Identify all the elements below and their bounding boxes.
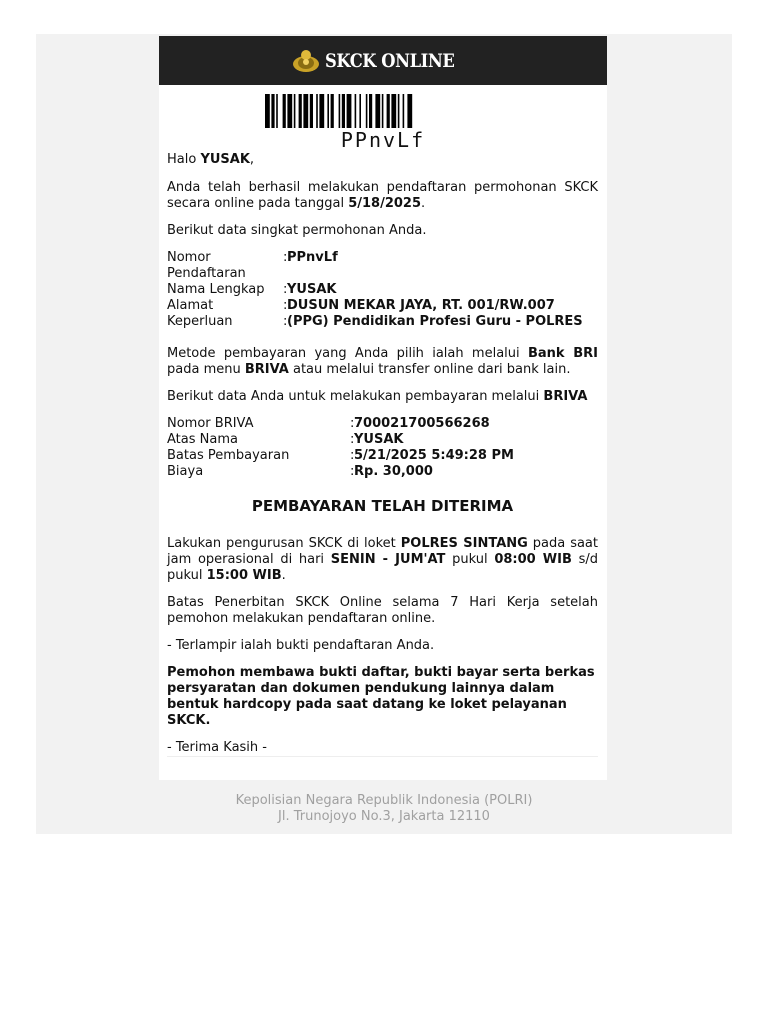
row-label: Atas Nama bbox=[167, 432, 238, 447]
briva-menu: BRIVA bbox=[244, 362, 289, 377]
application-row: Nama Lengkap : YUSAK bbox=[167, 282, 337, 297]
briva-intro: Berikut data Anda untuk melakukan pembayaran melalui BRIVA bbox=[167, 389, 588, 404]
intro-paragraph: Anda telah berhasil melakukan pendaftaran permohonan SKCK secara online pada tanggal 5/18/2025. bbox=[167, 180, 598, 211]
email-header bbox=[159, 36, 607, 85]
skck-logo bbox=[291, 48, 476, 74]
operating-days: SENIN - JUM'AT bbox=[330, 552, 446, 567]
footer-address: Jl. Trunojoyo No.3, Jakarta 12110 bbox=[278, 809, 490, 824]
row-label: Nomor BRIVA bbox=[167, 416, 254, 431]
payment-method-paragraph: Metode pembayaran yang Anda pilih ialah melalui Bank BRI pada menu BRIVA atau melalui transfer online dari bank lain. bbox=[167, 346, 598, 377]
row-value: YUSAK bbox=[354, 432, 404, 447]
office-name: POLRES SINTANG bbox=[400, 536, 528, 551]
registration-code: PPnvLf bbox=[340, 128, 426, 152]
footer-organization: Kepolisian Negara Republik Indonesia (POLRI) bbox=[235, 793, 533, 808]
payment-row: Nomor BRIVA : 700021700566268 bbox=[167, 416, 490, 431]
briva-label: BRIVA bbox=[543, 389, 588, 404]
close-time: 15:00 WIB bbox=[206, 568, 282, 583]
bring-documents-note: Pemohon membawa bukti daftar, bukti bayar serta berkas persyaratan dan dokumen pendukung lainnya dalam bentuk hardcopy pada saat datang ke loket pelayanan SKCK. bbox=[167, 665, 595, 728]
logo-text: SKCK ONLINE bbox=[324, 49, 455, 72]
email-footer bbox=[0, 793, 768, 825]
row-value: YUSAK bbox=[287, 282, 337, 297]
divider bbox=[167, 756, 598, 757]
email-content bbox=[167, 152, 598, 756]
row-label: Biaya bbox=[167, 464, 204, 479]
payment-row: Biaya : Rp. 30,000 bbox=[167, 464, 433, 479]
row-value: PPnvLf bbox=[287, 250, 338, 265]
application-table bbox=[167, 250, 598, 330]
payment-row: Atas Nama : YUSAK bbox=[167, 432, 404, 447]
row-value: 700021700566268 bbox=[354, 416, 490, 431]
row-label: Alamat bbox=[167, 298, 214, 313]
deadline-note: Batas Penerbitan SKCK Online selama 7 Hari Kerja setelah pemohon melakukan pendaftaran online. bbox=[167, 595, 598, 626]
row-label: Nomor Pendaftaran bbox=[167, 250, 246, 281]
summary-intro: Berikut data singkat permohonan Anda. bbox=[167, 223, 427, 238]
barcode-image bbox=[265, 94, 501, 128]
instructions-paragraph: Lakukan pengurusan SKCK di loket POLRES SINTANG pada saat jam operasional di hari SENIN - JUM'AT pukul 08:00 WIB s/d pukul 15:00 WIB. bbox=[167, 536, 598, 583]
open-time: 08:00 WIB bbox=[494, 552, 572, 567]
row-value: DUSUN MEKAR JAYA, RT. 001/RW.007 bbox=[287, 298, 555, 313]
police-emblem-icon bbox=[291, 48, 321, 74]
bank-name: Bank BRI bbox=[527, 346, 598, 361]
row-label: Batas Pembayaran bbox=[167, 448, 290, 463]
email-card bbox=[159, 36, 607, 780]
application-row: Alamat : DUSUN MEKAR JAYA, RT. 001/RW.007 bbox=[167, 298, 555, 313]
greeting: Halo YUSAK, bbox=[167, 152, 255, 167]
registration-date: 5/18/2025 bbox=[348, 196, 422, 211]
payment-table bbox=[167, 416, 598, 480]
row-value: Rp. 30,000 bbox=[354, 464, 433, 479]
application-row: Keperluan : (PPG) Pendidikan Profesi Guru - POLRES bbox=[167, 314, 583, 329]
attachment-note: - Terlampir ialah bukti pendaftaran Anda. bbox=[167, 638, 435, 653]
payment-status: PEMBAYARAN TELAH DITERIMA bbox=[251, 497, 514, 515]
row-value: 5/21/2025 5:49:28 PM bbox=[354, 448, 514, 463]
application-row: Nomor Pendaftaran : PPnvLf bbox=[167, 250, 338, 281]
payment-row: Batas Pembayaran : 5/21/2025 5:49:28 PM bbox=[167, 448, 514, 463]
row-label: Nama Lengkap bbox=[167, 282, 265, 297]
closing-text: - Terima Kasih - bbox=[167, 740, 267, 755]
row-value: (PPG) Pendidikan Profesi Guru - POLRES bbox=[287, 314, 583, 329]
greeting-name: YUSAK bbox=[200, 152, 250, 167]
row-label: Keperluan bbox=[167, 314, 233, 329]
